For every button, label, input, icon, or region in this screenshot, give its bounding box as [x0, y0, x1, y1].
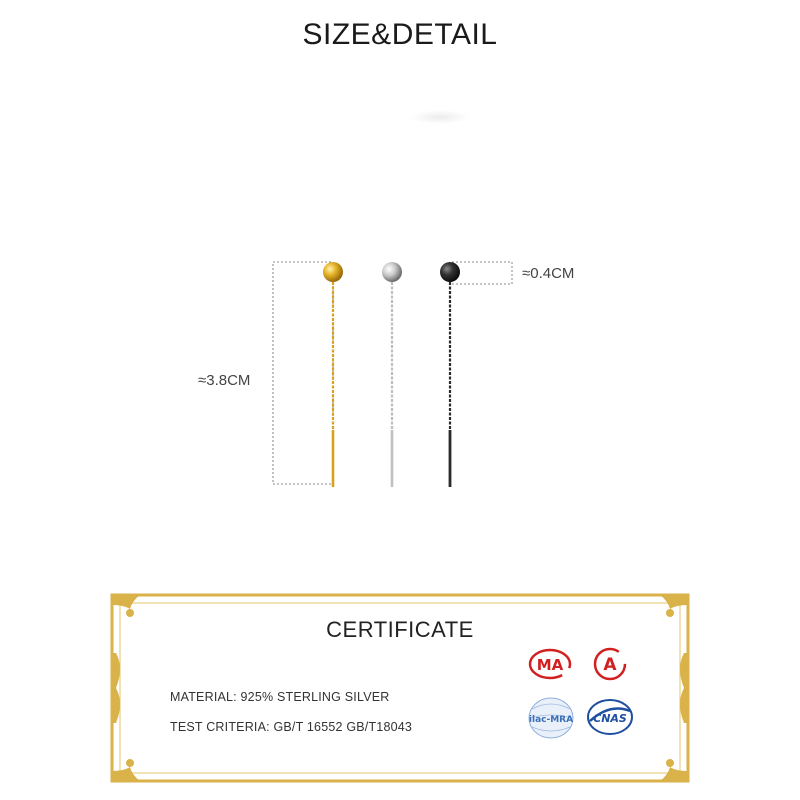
ilac-mra-logo-text: ilac-MRA: [528, 715, 574, 725]
certificate-panel: [110, 593, 690, 783]
length-dimension-box: [273, 262, 333, 484]
cal-logo-icon: [590, 646, 630, 682]
ball-size-label: ≈0.4CM: [522, 265, 575, 282]
length-label: ≈3.8CM: [198, 372, 251, 389]
black-earring: [440, 262, 460, 487]
certificate-title: CERTIFICATE: [326, 617, 474, 642]
ball-dimension-box: [452, 262, 512, 284]
page-title: SIZE&DETAIL: [302, 18, 498, 51]
cma-logo-text: MA: [536, 656, 564, 674]
test-criteria-text: TEST CRITERIA: GB/T 16552 GB/T18043: [170, 720, 413, 734]
material-text: MATERIAL: 925% STERLING SILVER: [170, 690, 390, 704]
gold-earring: [323, 262, 343, 487]
cnas-logo-text: CNAS: [593, 712, 627, 725]
cal-logo-text: A: [603, 655, 617, 675]
cma-logo-icon: [526, 648, 574, 680]
light-reflection: [410, 110, 470, 124]
ilac-mra-logo-icon: [524, 695, 578, 741]
silver-earring: [382, 262, 402, 487]
cnas-logo-icon: [584, 697, 636, 737]
